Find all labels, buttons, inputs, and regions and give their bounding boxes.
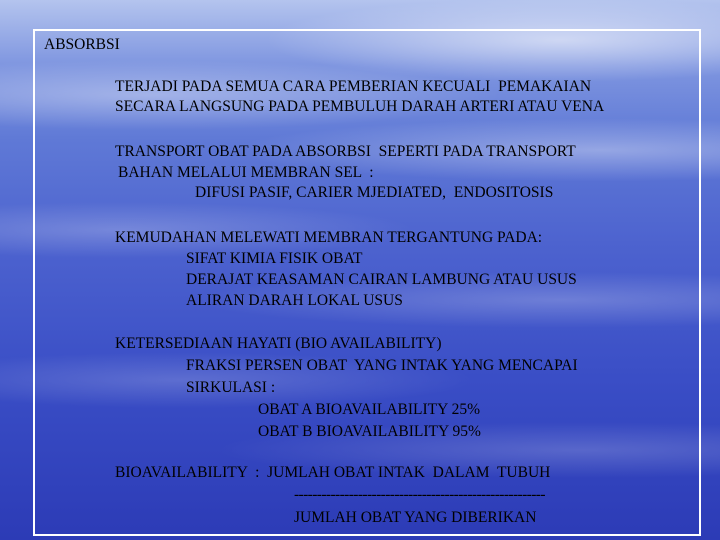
p4-line4: OBAT A BIOAVAILABILITY 25% (258, 401, 481, 418)
p4-line2: FRAKSI PERSEN OBAT YANG INTAK YANG MENCAPAI (186, 357, 578, 374)
p2-line3: DIFUSI PASIF, CARIER MJEDIATED, ENDOSITOSIS (195, 184, 554, 201)
p2-line1: TRANSPORT OBAT PADA ABSORBSI SEPERTI PADA TRANSPORT (115, 143, 576, 160)
p5-line1: BIOAVAILABILITY : JUMLAH OBAT INTAK DALAM TUBUH (115, 464, 551, 481)
p3-line1: KEMUDAHAN MELEWATI MEMBRAN TERGANTUNG PADA: (115, 229, 543, 246)
p3-item1: SIFAT KIMIA FISIK OBAT (186, 250, 363, 267)
p1-line1: TERJADI PADA SEMUA CARA PEMBERIAN KECUALI PEMAKAIAN (115, 78, 592, 95)
p4-line1: KETERSEDIAAN HAYATI (BIO AVAILABILITY) (115, 335, 442, 352)
p1-line2: SECARA LANGSUNG PADA PEMBULUH DARAH ARTERI ATAU VENA (115, 98, 605, 115)
p5-line3: JUMLAH OBAT YANG DIBERIKAN (294, 509, 537, 526)
p5-line2-separator: ------------------------------------------------------- (294, 486, 545, 503)
p4-line3: SIRKULASI : (186, 379, 276, 396)
slide-title: ABSORBSI (44, 36, 120, 53)
p3-item2: DERAJAT KEASAMAN CAIRAN LAMBUNG ATAU USUS (186, 271, 577, 288)
p4-line5: OBAT B BIOAVAILABILITY 95% (258, 423, 481, 440)
p3-item3: ALIRAN DARAH LOKAL USUS (186, 292, 403, 309)
p2-line2: BAHAN MELALUI MEMBRAN SEL : (118, 164, 374, 181)
